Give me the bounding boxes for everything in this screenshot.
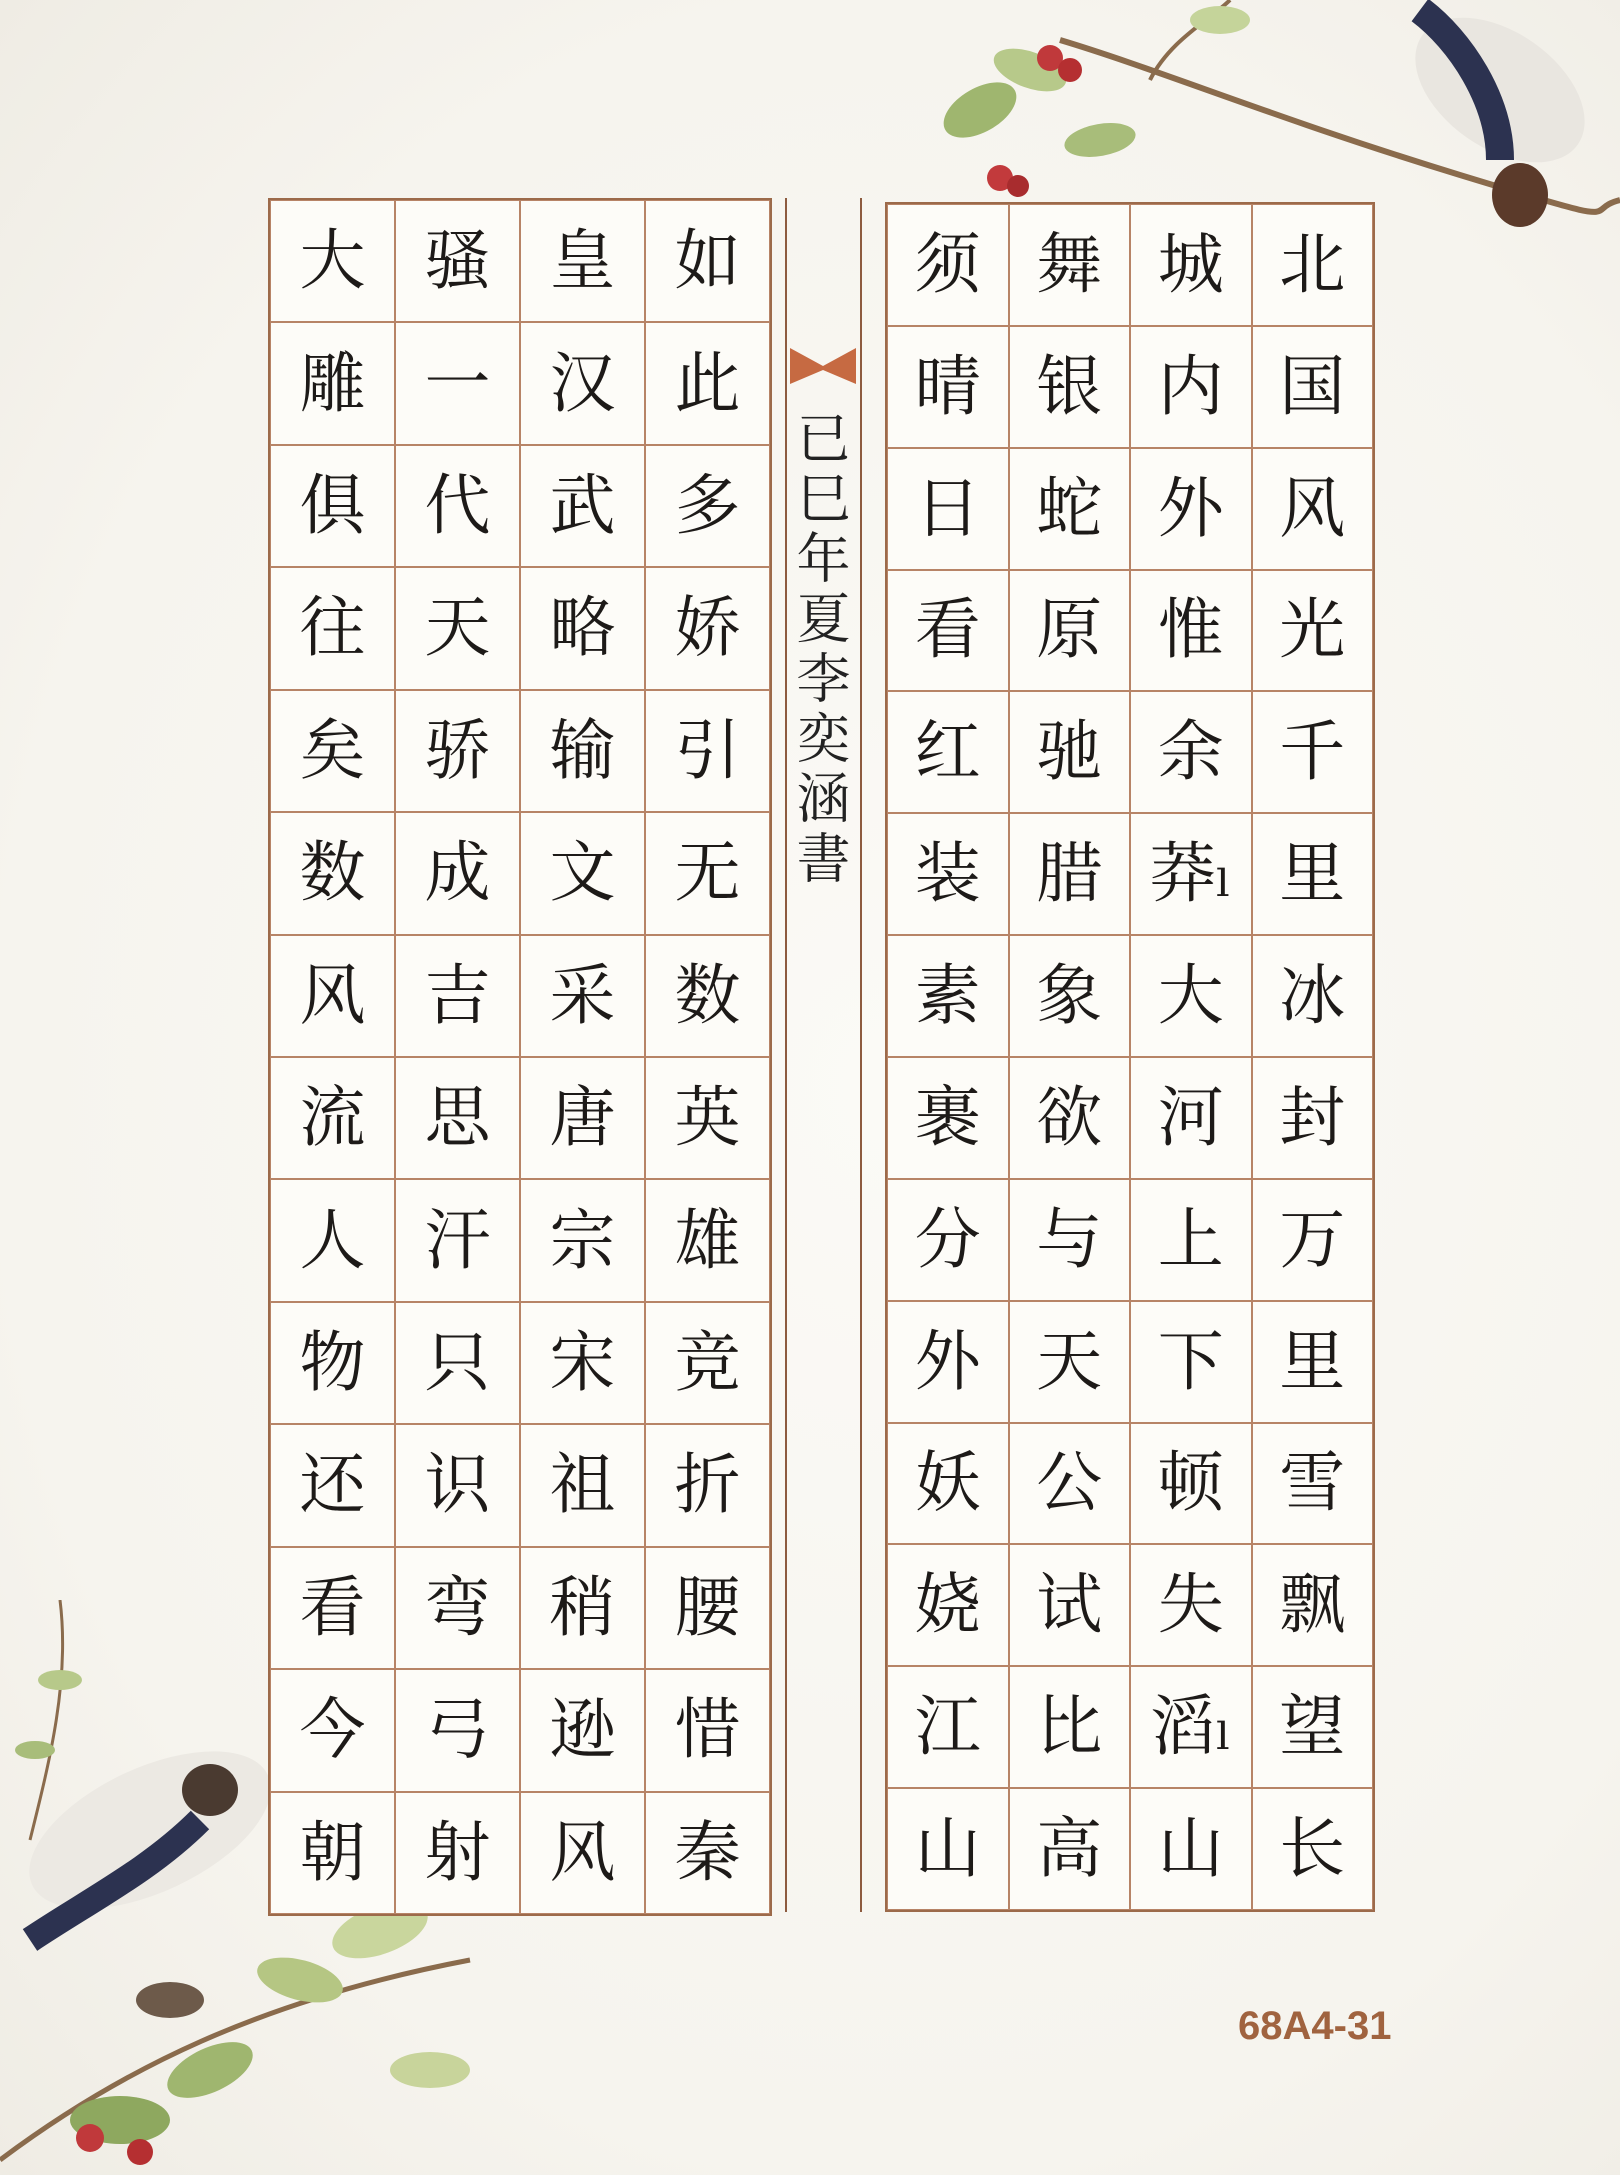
- grid-cell: 雪: [1252, 1423, 1374, 1545]
- grid-cell: 人: [270, 1179, 395, 1301]
- grid-cell: 大: [270, 200, 395, 322]
- grid-cell: 国: [1252, 326, 1374, 448]
- grid-cell: 红: [887, 691, 1009, 813]
- grid-cell: 欲: [1009, 1057, 1131, 1179]
- signature-text: 已巳年夏李奕涵書: [788, 410, 851, 890]
- grid-cell: 朝: [270, 1792, 395, 1914]
- grid-cell: 万: [1252, 1179, 1374, 1301]
- grid-cell: 英: [645, 1057, 770, 1179]
- grid-cell: 文: [520, 812, 645, 934]
- grid-cell: 无: [645, 812, 770, 934]
- grid-cell: 骄: [395, 690, 520, 812]
- grid-cell: 河: [1130, 1057, 1252, 1179]
- grid-cell: 原: [1009, 570, 1131, 692]
- grid-cell: 汉: [520, 322, 645, 444]
- grid-cell: 山: [1130, 1788, 1252, 1910]
- grid-cell: 试: [1009, 1544, 1131, 1666]
- grid-cell: 冰: [1252, 935, 1374, 1057]
- grid-cell: 封: [1252, 1057, 1374, 1179]
- grid-cell: 还: [270, 1424, 395, 1546]
- grid-cell: 北: [1252, 204, 1374, 326]
- grid-cell: 象: [1009, 935, 1131, 1057]
- grid-cell: 看: [887, 570, 1009, 692]
- grid-cell: 大: [1130, 935, 1252, 1057]
- grid-cell: 风: [520, 1792, 645, 1914]
- grid-cell: 分: [887, 1179, 1009, 1301]
- grid-cell: 武: [520, 445, 645, 567]
- grid-cell: 思: [395, 1057, 520, 1179]
- grid-cell: 引: [645, 690, 770, 812]
- grid-cell: 比: [1009, 1666, 1131, 1788]
- grid-cell: 余: [1130, 691, 1252, 813]
- signature-border-right: [860, 198, 862, 1912]
- grid-cell: 成: [395, 812, 520, 934]
- grid-cell: 日: [887, 448, 1009, 570]
- grid-cell: 数: [270, 812, 395, 934]
- grid-cell: 银: [1009, 326, 1131, 448]
- grid-cell: 高: [1009, 1788, 1131, 1910]
- grid-cell: 汗: [395, 1179, 520, 1301]
- grid-cell: 如: [645, 200, 770, 322]
- grid-cell: 祖: [520, 1424, 645, 1546]
- grid-cell: 天: [1009, 1301, 1131, 1423]
- grid-cell: 弯: [395, 1547, 520, 1669]
- grid-cell: 俱: [270, 445, 395, 567]
- grid-cell: 江: [887, 1666, 1009, 1788]
- grid-cell: 千: [1252, 691, 1374, 813]
- grid-cell: 宋: [520, 1302, 645, 1424]
- grid-cell: 光: [1252, 570, 1374, 692]
- grid-cell: 今: [270, 1669, 395, 1791]
- grid-cell: 城: [1130, 204, 1252, 326]
- grid-cell: 代: [395, 445, 520, 567]
- grid-cell: 公: [1009, 1423, 1131, 1545]
- grid-cell: 妖: [887, 1423, 1009, 1545]
- grid-cell: 娆: [887, 1544, 1009, 1666]
- grid-cell: 上: [1130, 1179, 1252, 1301]
- grid-cell: 识: [395, 1424, 520, 1546]
- grid-cell: 裹: [887, 1057, 1009, 1179]
- grid-cell: 采: [520, 935, 645, 1057]
- grid-cell: 山: [887, 1788, 1009, 1910]
- grid-cell: 长: [1252, 1788, 1374, 1910]
- grid-cell: 驰: [1009, 691, 1131, 813]
- grid-cell: 秦: [645, 1792, 770, 1914]
- grid-cell: 射: [395, 1792, 520, 1914]
- grid-cell: 里: [1252, 1301, 1374, 1423]
- grid-cell: 风: [270, 935, 395, 1057]
- grid-cell: 舞: [1009, 204, 1131, 326]
- grid-cell: 腰: [645, 1547, 770, 1669]
- grid-cell: 吉: [395, 935, 520, 1057]
- grid-cell: 内: [1130, 326, 1252, 448]
- grid-cell: 须: [887, 204, 1009, 326]
- grid-cell: 宗: [520, 1179, 645, 1301]
- grid-cell: 风: [1252, 448, 1374, 570]
- grid-cell: 逊: [520, 1669, 645, 1791]
- grid-cell: 竞: [645, 1302, 770, 1424]
- grid-cell: 惜: [645, 1669, 770, 1791]
- grid-cell: 晴: [887, 326, 1009, 448]
- grid-cell: 物: [270, 1302, 395, 1424]
- grid-cell: 骚: [395, 200, 520, 322]
- grid-cell: 莽ₗ: [1130, 813, 1252, 935]
- grid-cell: 失: [1130, 1544, 1252, 1666]
- grid-cell: 天: [395, 567, 520, 689]
- grid-cell: 雕: [270, 322, 395, 444]
- grid-cell: 流: [270, 1057, 395, 1179]
- signature-ribbon: [790, 348, 856, 384]
- grid-cell: 只: [395, 1302, 520, 1424]
- grid-cell: 稍: [520, 1547, 645, 1669]
- grid-cell: 顿: [1130, 1423, 1252, 1545]
- grid-cell: 雄: [645, 1179, 770, 1301]
- grid-cell: 多: [645, 445, 770, 567]
- grid-cell: 皇: [520, 200, 645, 322]
- grid-cell: 滔ₗ: [1130, 1666, 1252, 1788]
- grid-cell: 折: [645, 1424, 770, 1546]
- grid-cell: 输: [520, 690, 645, 812]
- grid-cell: 惟: [1130, 570, 1252, 692]
- grid-cell: 下: [1130, 1301, 1252, 1423]
- grid-cell: 里: [1252, 813, 1374, 935]
- poem-grid-left: [268, 198, 772, 1916]
- grid-cell: 素: [887, 935, 1009, 1057]
- poem-grid-right: [885, 202, 1375, 1912]
- grid-cell: 看: [270, 1547, 395, 1669]
- grid-cell: 与: [1009, 1179, 1131, 1301]
- grid-cell: 弓: [395, 1669, 520, 1791]
- page-code: 68A4-31: [1238, 2004, 1392, 2048]
- grid-cell: 一: [395, 322, 520, 444]
- grid-cell: 往: [270, 567, 395, 689]
- grid-cell: 腊: [1009, 813, 1131, 935]
- grid-cell: 唐: [520, 1057, 645, 1179]
- grid-cell: 娇: [645, 567, 770, 689]
- grid-cell: 装: [887, 813, 1009, 935]
- grid-cell: 数: [645, 935, 770, 1057]
- grid-cell: 略: [520, 567, 645, 689]
- grid-cell: 矣: [270, 690, 395, 812]
- grid-cell: 飘: [1252, 1544, 1374, 1666]
- grid-cell: 此: [645, 322, 770, 444]
- grid-cell: 外: [1130, 448, 1252, 570]
- grid-cell: 望: [1252, 1666, 1374, 1788]
- grid-cell: 蛇: [1009, 448, 1131, 570]
- grid-cell: 外: [887, 1301, 1009, 1423]
